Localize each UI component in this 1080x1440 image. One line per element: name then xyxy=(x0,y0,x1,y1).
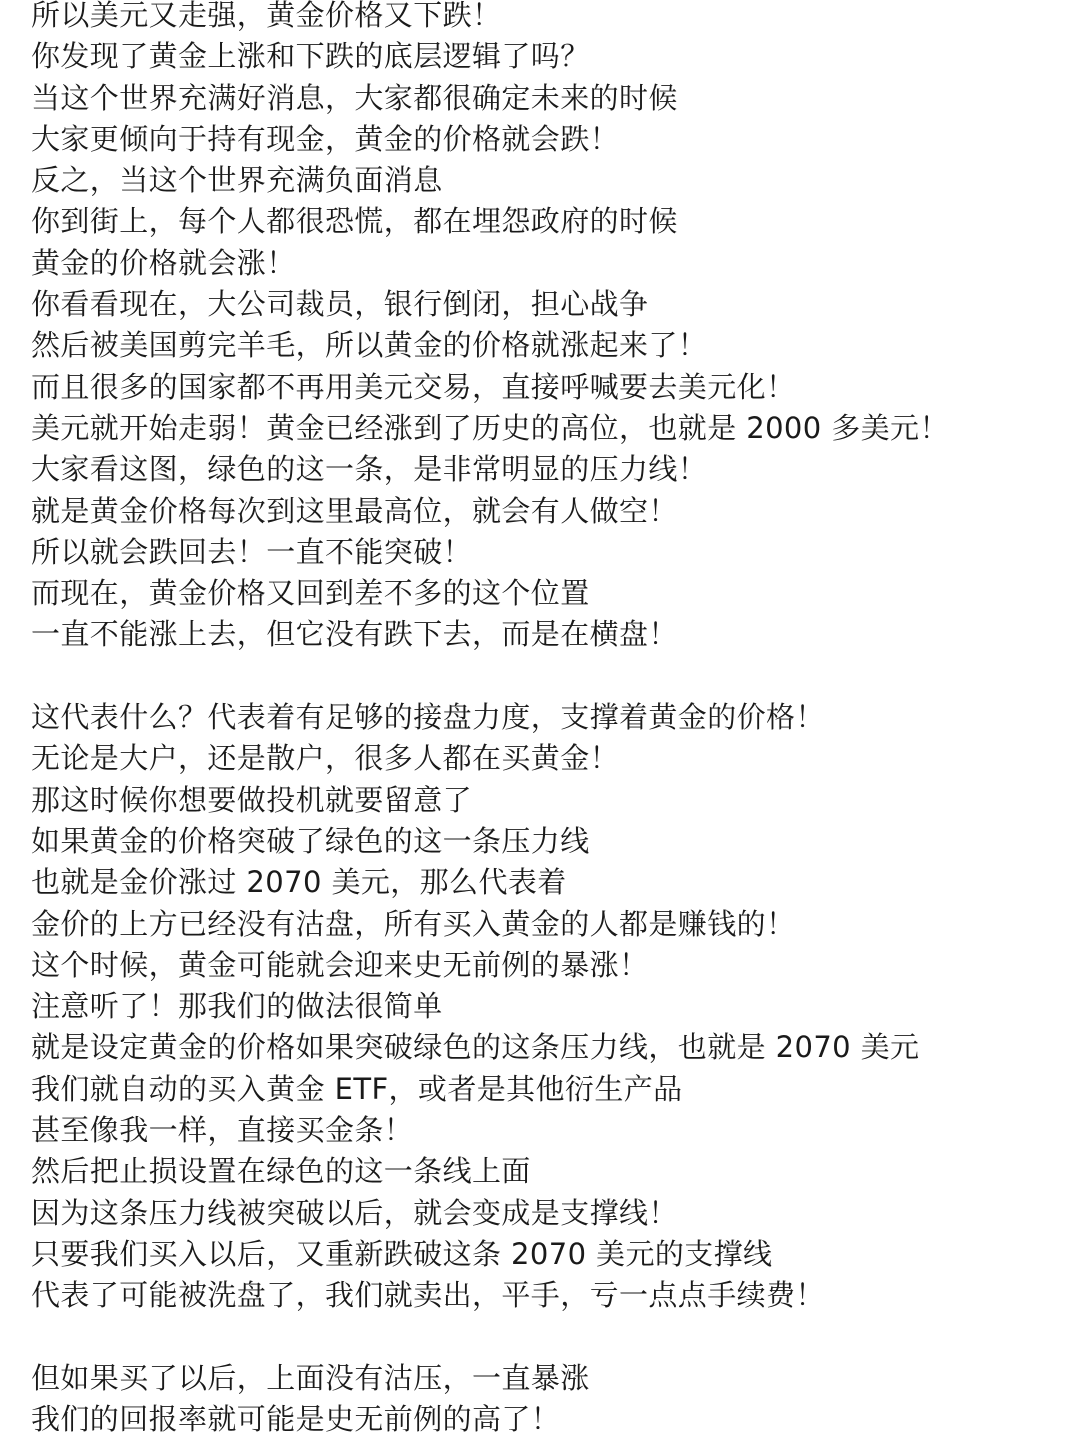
text-line: 而现在，黄金价格又回到差不多的这个位置 xyxy=(31,576,590,611)
text-line: 如果黄金的价格突破了绿色的这一条压力线 xyxy=(31,823,590,858)
text-line: 无论是大户，还是散户，很多人都在买黄金！ xyxy=(31,741,620,776)
text-line: 甚至像我一样，直接买金条！ xyxy=(31,1113,414,1148)
text-line: 你看看现在，大公司裁员，银行倒闭，担心战争 xyxy=(31,287,649,322)
text-line: 只要我们买入以后，又重新跌破这条 2070 美元的支撑线 xyxy=(31,1236,773,1271)
text-line: 我们就自动的买入黄金 ETF，或者是其他衍生产品 xyxy=(31,1071,683,1106)
paragraph-spacer xyxy=(31,656,1061,697)
text-line: 然后被美国剪完羊毛，所以黄金的价格就涨起来了！ xyxy=(31,328,708,363)
text-line: 就是设定黄金的价格如果突破绿色的这条压力线，也就是 2070 美元 xyxy=(31,1030,920,1065)
text-line: 你发现了黄金上涨和下跌的底层逻辑了吗？ xyxy=(31,39,590,74)
text-line: 注意听了！那我们的做法很简单 xyxy=(31,989,443,1024)
paragraph-spacer xyxy=(31,1317,1061,1358)
text-line: 当这个世界充满好消息，大家都很确定未来的时候 xyxy=(31,80,678,115)
text-line: 这代表什么？代表着有足够的接盘力度，支撑着黄金的价格！ xyxy=(31,700,825,735)
text-line: 一直不能涨上去，但它没有跌下去，而是在横盘！ xyxy=(31,617,678,652)
paragraph-2 xyxy=(31,697,1061,1316)
text-line: 而且很多的国家都不再用美元交易，直接呼喊要去美元化！ xyxy=(31,369,796,404)
text-line: 这个时候，黄金可能就会迎来史无前例的暴涨！ xyxy=(31,947,649,982)
text-line: 然后把止损设置在绿色的这一条线上面 xyxy=(31,1154,531,1189)
text-line: 也就是金价涨过 2070 美元，那么代表着 xyxy=(31,865,567,900)
text-line: 但如果买了以后，上面没有沽压，一直暴涨 xyxy=(31,1360,590,1395)
paragraph-3 xyxy=(31,1358,1061,1440)
text-line: 黄金的价格就会涨！ xyxy=(31,245,296,280)
text-line: 那这时候你想要做投机就要留意了 xyxy=(31,782,473,817)
text-line: 代表了可能被洗盘了，我们就卖出，平手，亏一点点手续费！ xyxy=(31,1278,825,1313)
text-line: 美元就开始走弱！黄金已经涨到了历史的高位，也就是 2000 多美元！ xyxy=(31,410,949,445)
text-line: 金价的上方已经没有沽盘，所有买入黄金的人都是赚钱的！ xyxy=(31,906,796,941)
text-line: 大家更倾向于持有现金，黄金的价格就会跌！ xyxy=(31,121,620,156)
text-line: 你到街上，每个人都很恐慌，都在埋怨政府的时候 xyxy=(31,204,678,239)
paragraph-1 xyxy=(31,0,1061,656)
text-line: 大家看这图，绿色的这一条，是非常明显的压力线！ xyxy=(31,452,708,487)
text-line: 就是黄金价格每次到这里最高位，就会有人做空！ xyxy=(31,493,678,528)
text-line: 因为这条压力线被突破以后，就会变成是支撑线！ xyxy=(31,1195,678,1230)
text-line: 所以就会跌回去！一直不能突破！ xyxy=(31,534,473,569)
text-line: 我们的回报率就可能是史无前例的高了！ xyxy=(31,1402,561,1437)
text-line: 反之，当这个世界充满负面消息 xyxy=(31,163,443,198)
article-text xyxy=(31,0,1061,1440)
text-line: 所以美元又走强，黄金价格又下跌！ xyxy=(31,0,502,32)
